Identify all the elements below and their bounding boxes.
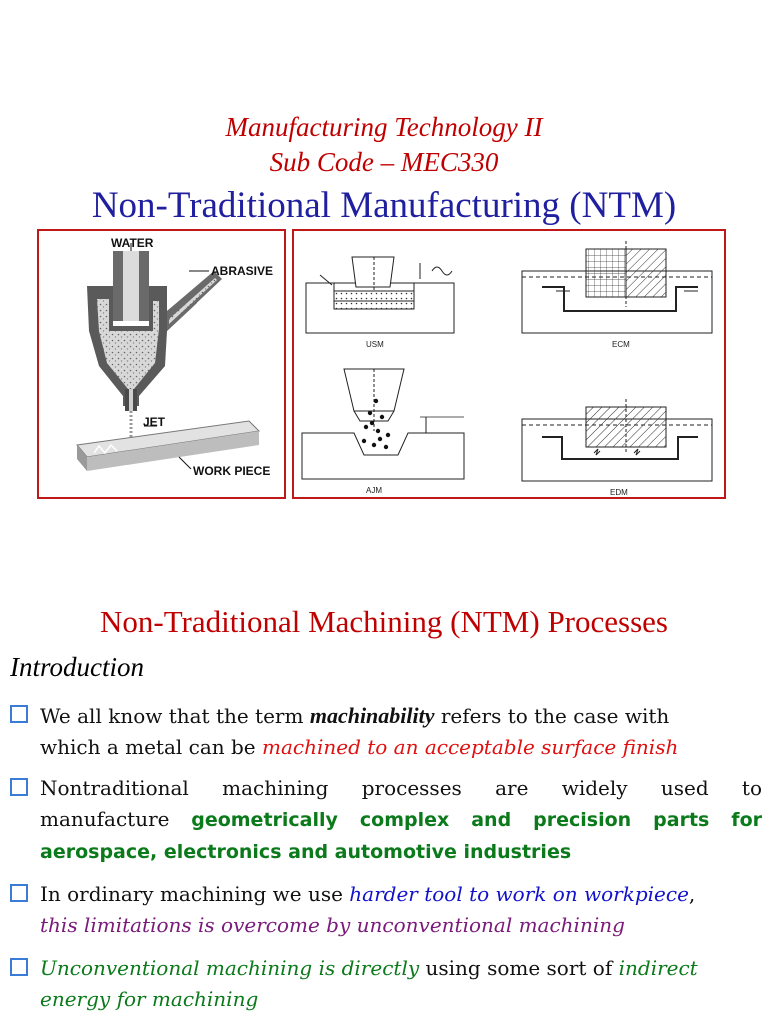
bullet-3-text: , [688, 882, 696, 906]
slide-title: Non-Traditional Manufacturing (NTM) [91, 185, 677, 226]
checkbox-bullet-icon [10, 958, 28, 976]
bullet-2-text: manufacture [40, 807, 192, 831]
work-piece-label: WORK PIECE [193, 464, 271, 478]
course-title: Manufacturing Technology II [225, 112, 543, 142]
checkbox-bullet-icon [10, 705, 28, 723]
bullet-4-highlight: energy for machining [40, 987, 259, 1011]
bullet-3-highlight: this limitations is overcome by unconventional machining [40, 913, 625, 937]
waterjet-diagram [39, 231, 284, 497]
introduction-heading: Introduction [10, 652, 144, 682]
abrasive-label: ABRASIVE [211, 264, 274, 278]
bullet-4-highlight: indirect [618, 956, 698, 980]
bullet-nontraditional [10, 773, 762, 868]
section-heading: Non-Traditional Machining (NTM) Processes [100, 604, 668, 639]
bullet-1-text: We all know that the term [40, 704, 310, 728]
bullet-3-text: In ordinary machining we use [40, 882, 350, 906]
bullet-1-text: which a metal can be [40, 735, 262, 759]
ntm-processes-figure [292, 229, 726, 499]
bullet-unconventional [10, 953, 762, 1015]
ajm-diagram [302, 369, 464, 495]
bullet-2-highlight: geometrically complex and precision parts for [191, 809, 762, 831]
bullet-4-highlight: Unconventional machining is directly [40, 956, 420, 980]
bullet-4-text: using some sort of [419, 956, 619, 980]
edm-diagram [522, 399, 712, 497]
subject-code: Sub Code – MEC330 [269, 147, 499, 177]
bullet-1-highlight: machined to an acceptable surface finish [262, 735, 679, 759]
bullet-ordinary-machining [10, 879, 762, 941]
checkbox-bullet-icon [10, 884, 28, 902]
bullet-1-text: refers to the case with [434, 704, 670, 728]
ntm-processes-diagram [294, 231, 724, 497]
machinability-term: machinability [309, 703, 435, 728]
edm-label: EDM [610, 488, 628, 497]
water-label: WATER [111, 236, 154, 250]
checkbox-bullet-icon [10, 778, 28, 796]
bullet-machinability [10, 700, 762, 763]
bullet-2-highlight: aerospace, electronics and automotive industries [40, 841, 572, 863]
abrasive-waterjet-figure [37, 229, 286, 499]
usm-diagram [306, 257, 454, 349]
usm-label: USM [366, 340, 384, 349]
ecm-label: ECM [612, 340, 630, 349]
bullet-2-text: Nontraditional machining processes are widely used to [40, 776, 762, 800]
ecm-diagram [522, 241, 712, 349]
jet-label: JET [143, 415, 166, 429]
ajm-label: AJM [366, 486, 382, 495]
bullet-3-highlight: harder tool to work on workpiece [349, 882, 689, 906]
